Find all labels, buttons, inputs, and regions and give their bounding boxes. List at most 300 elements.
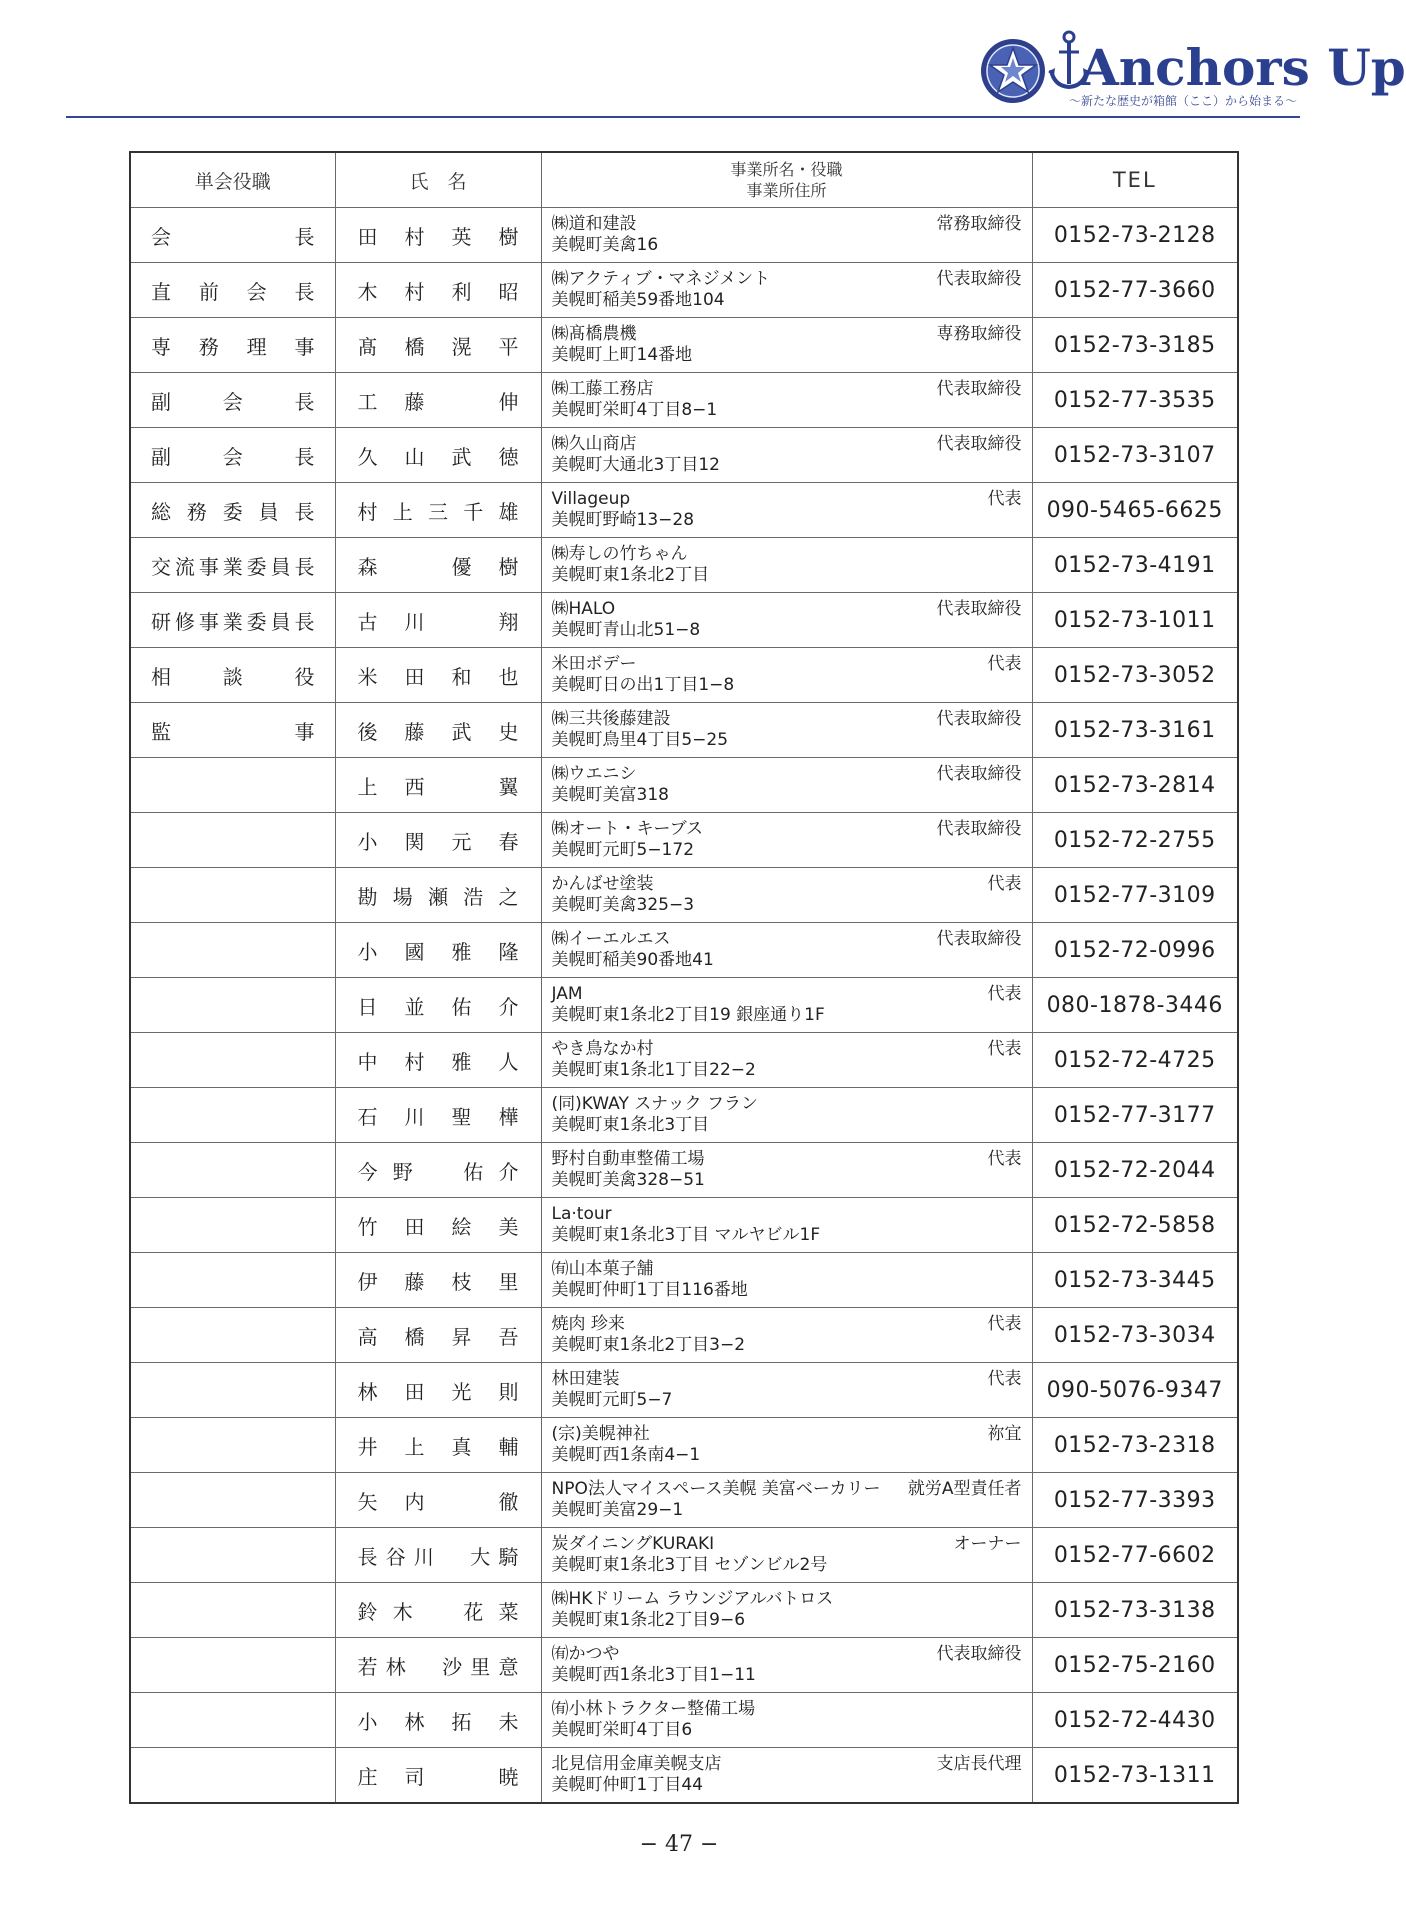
business-address: 美幌町日の出1丁目1−8 [551, 675, 735, 695]
table-row [130, 1748, 1238, 1804]
business-cell [541, 1253, 1032, 1308]
logo-title: Anchors Up [1080, 38, 1406, 97]
member-name: 米田和也 [357, 664, 519, 689]
business-address: 美幌町美富318 [551, 785, 669, 805]
business-cell [541, 373, 1032, 428]
tel-cell: 0152-72-5858 [1032, 1198, 1238, 1253]
role-cell [130, 703, 335, 758]
tel-cell: 0152-77-3393 [1032, 1473, 1238, 1528]
business-line [552, 1204, 1022, 1225]
company-name: (宗)美幌神社 [551, 1424, 650, 1444]
role-text: 交流事業委員長 [151, 554, 315, 579]
table-row [130, 648, 1238, 703]
business-cell [541, 483, 1032, 538]
header-business-line2: 事業所住所 [746, 181, 827, 200]
role-cell [130, 593, 335, 648]
role-cell [130, 373, 335, 428]
job-title: 代表 [987, 874, 1022, 894]
business-address: 美幌町東1条北2丁目9−6 [551, 1610, 746, 1630]
role-cell [130, 1198, 335, 1253]
page-number: − 47 − [639, 1832, 719, 1857]
company-name: ㈱ウエニシ [551, 764, 637, 784]
role-cell [130, 263, 335, 318]
table-row [130, 758, 1238, 813]
business-line [552, 1534, 1022, 1555]
business-line [552, 929, 1022, 950]
business-address: 美幌町西1条北3丁目1−11 [551, 1665, 756, 1685]
company-name: ㈱髙橋農機 [551, 324, 637, 344]
business-cell [541, 1308, 1032, 1363]
business-address: 美幌町東1条北3丁目 [551, 1115, 710, 1135]
business-line [552, 1259, 1022, 1280]
member-name: 長谷川 大騎 [357, 1544, 519, 1569]
job-title: 祢宜 [987, 1424, 1022, 1444]
business-line [552, 1644, 1022, 1665]
role-cell [130, 1473, 335, 1528]
business-cell [541, 1088, 1032, 1143]
business-line [552, 324, 1022, 345]
business-cell [541, 593, 1032, 648]
table-row [130, 208, 1238, 263]
business-line [552, 379, 1022, 400]
business-line [552, 544, 1022, 565]
page-header [0, 0, 1406, 120]
table-row [130, 318, 1238, 373]
tel-cell: 0152-72-2755 [1032, 813, 1238, 868]
job-title: 代表 [987, 1149, 1022, 1169]
name-cell [335, 593, 541, 648]
company-name: 焼肉 珍来 [551, 1314, 625, 1334]
tel-cell: 0152-73-2128 [1032, 208, 1238, 263]
role-cell [130, 1528, 335, 1583]
business-cell [541, 1363, 1032, 1418]
tel-cell: 0152-72-4430 [1032, 1693, 1238, 1748]
header-name: 氏 名 [335, 152, 541, 208]
business-address: 美幌町鳥里4丁目5−25 [551, 730, 729, 750]
tel-cell: 0152-77-6602 [1032, 1528, 1238, 1583]
business-cell [541, 1418, 1032, 1473]
name-cell [335, 1308, 541, 1363]
job-title: 就労A型責任者 [907, 1479, 1022, 1499]
business-address: 美幌町東1条北2丁目 [551, 565, 710, 585]
business-address: 美幌町野崎13−28 [551, 510, 695, 530]
business-address: 美幌町東1条北3丁目 セゾンビル2号 [551, 1555, 828, 1575]
table-row [130, 1198, 1238, 1253]
tel-cell: 0152-73-4191 [1032, 538, 1238, 593]
name-cell [335, 1088, 541, 1143]
job-title: 代表取締役 [936, 434, 1022, 454]
table-row [130, 1638, 1238, 1693]
company-name: かんばせ塗装 [551, 874, 654, 894]
job-title [1014, 1204, 1022, 1225]
member-name: 古川 翔 [357, 609, 519, 634]
business-cell [541, 1638, 1032, 1693]
company-name: ㈲山本菓子舗 [551, 1259, 654, 1279]
job-title: 代表取締役 [936, 269, 1022, 289]
table-row [130, 593, 1238, 648]
table-row [130, 868, 1238, 923]
company-name: ㈱オート・キーブス [551, 819, 703, 839]
job-title: 代表 [987, 984, 1022, 1004]
company-name: やき鳥なか村 [551, 1039, 654, 1059]
business-cell [541, 1693, 1032, 1748]
business-address: 美幌町稲美59番地104 [551, 290, 725, 310]
name-cell [335, 758, 541, 813]
job-title: 代表 [987, 654, 1022, 674]
member-name: 井上真輔 [357, 1434, 519, 1459]
role-cell [130, 648, 335, 703]
member-name: 久山武徳 [357, 444, 519, 469]
table-body [130, 208, 1238, 1804]
company-name: ㈱久山商店 [551, 434, 637, 454]
name-cell [335, 1748, 541, 1804]
member-table-container [129, 151, 1237, 1804]
member-name: 木村利昭 [357, 279, 519, 304]
role-cell [130, 1748, 335, 1804]
member-name: 小林拓未 [357, 1709, 519, 1734]
table-row [130, 1308, 1238, 1363]
role-cell [130, 758, 335, 813]
member-name: 竹田絵美 [357, 1214, 519, 1239]
business-cell [541, 538, 1032, 593]
tel-cell: 0152-72-2044 [1032, 1143, 1238, 1198]
role-cell [130, 318, 335, 373]
job-title: 支店長代理 [936, 1754, 1022, 1774]
company-name: ㈱三共後藤建設 [551, 709, 671, 729]
business-address: 美幌町東1条北2丁目19 銀座通り1F [551, 1005, 825, 1025]
job-title: 代表取締役 [936, 379, 1022, 399]
role-cell [130, 1033, 335, 1088]
business-line [552, 1589, 1022, 1610]
business-line [552, 654, 1022, 675]
business-cell [541, 263, 1032, 318]
name-cell [335, 648, 541, 703]
job-title: 常務取締役 [936, 214, 1022, 234]
role-text: 副会長 [151, 444, 315, 469]
tel-cell: 0152-77-3177 [1032, 1088, 1238, 1143]
job-title: 代表取締役 [936, 709, 1022, 729]
member-name: 髙橋滉平 [357, 334, 519, 359]
role-cell [130, 1583, 335, 1638]
name-cell [335, 1638, 541, 1693]
member-name: 石川聖樺 [357, 1104, 519, 1129]
business-line [552, 1094, 1022, 1115]
role-cell [130, 923, 335, 978]
business-cell [541, 868, 1032, 923]
table-row [130, 1418, 1238, 1473]
business-line [552, 214, 1022, 235]
business-address: 美幌町元町5−172 [551, 840, 695, 860]
table-row [130, 373, 1238, 428]
tel-cell: 0152-73-3034 [1032, 1308, 1238, 1363]
business-cell [541, 978, 1032, 1033]
job-title [1014, 1699, 1022, 1720]
role-cell [130, 483, 335, 538]
member-name: 伊藤枝里 [357, 1269, 519, 1294]
tel-cell: 0152-73-2318 [1032, 1418, 1238, 1473]
name-cell [335, 1363, 541, 1418]
name-cell [335, 428, 541, 483]
role-cell [130, 1638, 335, 1693]
tel-cell: 0152-73-3107 [1032, 428, 1238, 483]
job-title [1014, 1589, 1022, 1610]
job-title [1014, 544, 1022, 565]
business-cell [541, 428, 1032, 483]
table-row [130, 1143, 1238, 1198]
name-cell [335, 1033, 541, 1088]
tel-cell: 0152-73-3161 [1032, 703, 1238, 758]
tel-cell: 0152-73-2814 [1032, 758, 1238, 813]
business-line [552, 1424, 1022, 1445]
business-line [552, 1699, 1022, 1720]
business-address: 美幌町大通北3丁目12 [551, 455, 720, 475]
business-cell [541, 703, 1032, 758]
member-name: 若林 沙里意 [357, 1654, 519, 1679]
business-cell [541, 318, 1032, 373]
business-cell [541, 1583, 1032, 1638]
company-name: ㈱HALO [551, 599, 616, 619]
table-row [130, 428, 1238, 483]
business-line [552, 1754, 1022, 1775]
tel-cell: 0152-77-3660 [1032, 263, 1238, 318]
member-name: 後藤武史 [357, 719, 519, 744]
member-name: 日並佑介 [357, 994, 519, 1019]
business-address: 美幌町美禽325−3 [551, 895, 695, 915]
company-name: 野村自動車整備工場 [551, 1149, 705, 1169]
business-cell [541, 1033, 1032, 1088]
business-address: 美幌町東1条北1丁目22−2 [551, 1060, 756, 1080]
table-row [130, 483, 1238, 538]
business-address: 美幌町美禽328−51 [551, 1170, 705, 1190]
role-text: 会長 [151, 224, 315, 249]
role-cell [130, 1363, 335, 1418]
business-address: 美幌町稲美90番地41 [551, 950, 714, 970]
name-cell [335, 1143, 541, 1198]
business-address: 美幌町仲町1丁目44 [551, 1775, 703, 1795]
member-name: 林田光則 [357, 1379, 519, 1404]
role-text: 専務理事 [151, 334, 315, 359]
company-name: ㈱HKドリーム ラウンジアルバトロス [551, 1589, 834, 1609]
member-name: 中村雅人 [357, 1049, 519, 1074]
business-line [552, 1039, 1022, 1060]
business-address: 美幌町西1条南4−1 [551, 1445, 701, 1465]
role-text: 直前会長 [151, 279, 315, 304]
tel-cell: 090-5076-9347 [1032, 1363, 1238, 1418]
job-title: 代表 [987, 1314, 1022, 1334]
table-row [130, 1253, 1238, 1308]
company-name: ㈱工藤工務店 [551, 379, 654, 399]
table-row [130, 923, 1238, 978]
business-line [552, 1314, 1022, 1335]
role-text: 相談役 [151, 664, 315, 689]
business-cell [541, 648, 1032, 703]
member-name: 鈴木 花菜 [357, 1599, 519, 1624]
job-title: オーナー [953, 1534, 1022, 1554]
role-cell [130, 1308, 335, 1363]
business-line [552, 764, 1022, 785]
member-name: 工藤 伸 [357, 389, 519, 414]
name-cell [335, 483, 541, 538]
seal-logo-icon [980, 38, 1046, 104]
table-row [130, 1473, 1238, 1528]
company-name: ㈱道和建設 [551, 214, 637, 234]
company-name: ㈱寿しの竹ちゃん [551, 544, 688, 564]
company-name: Villageup [551, 489, 631, 509]
business-cell [541, 1748, 1032, 1804]
tel-cell: 0152-75-2160 [1032, 1638, 1238, 1693]
company-name: NPO法人マイスペース美幌 美富ベーカリー [551, 1479, 881, 1499]
company-name: 炭ダイニングKURAKI [551, 1534, 715, 1554]
role-text: 総務委員長 [151, 499, 315, 524]
role-cell [130, 1088, 335, 1143]
role-text: 副会長 [151, 389, 315, 414]
role-cell [130, 1418, 335, 1473]
name-cell [335, 1693, 541, 1748]
header-role: 単会役職 [130, 152, 335, 208]
name-cell [335, 1583, 541, 1638]
member-name: 上西 翼 [357, 774, 519, 799]
member-name: 田村英樹 [357, 224, 519, 249]
member-name: 村上三千雄 [357, 499, 519, 524]
job-title: 代表 [987, 1039, 1022, 1059]
business-line [552, 709, 1022, 730]
job-title: 代表取締役 [936, 1644, 1022, 1664]
business-address: 美幌町栄町4丁目6 [551, 1720, 693, 1740]
logo-subtitle: ～新たな歴史が箱館（ここ）から始まる～ [1068, 94, 1297, 108]
member-table [129, 151, 1239, 1804]
role-cell [130, 813, 335, 868]
member-name: 高橋昇吾 [357, 1324, 519, 1349]
business-address: 美幌町仲町1丁目116番地 [551, 1280, 748, 1300]
company-name: ㈲かつや [551, 1644, 620, 1664]
name-cell [335, 538, 541, 593]
tel-cell: 090-5465-6625 [1032, 483, 1238, 538]
name-cell [335, 318, 541, 373]
business-address: 美幌町美富29−1 [551, 1500, 684, 1520]
company-name: ㈲小林トラクター整備工場 [551, 1699, 756, 1719]
table-row [130, 1583, 1238, 1638]
name-cell [335, 1418, 541, 1473]
tel-cell: 080-1878-3446 [1032, 978, 1238, 1033]
tel-cell: 0152-77-3535 [1032, 373, 1238, 428]
business-line [552, 874, 1022, 895]
name-cell [335, 263, 541, 318]
member-name: 庄司 暁 [357, 1764, 519, 1789]
tel-cell: 0152-73-3052 [1032, 648, 1238, 703]
business-address: 美幌町元町5−7 [551, 1390, 673, 1410]
job-title: 代表取締役 [936, 599, 1022, 619]
role-text: 研修事業委員長 [151, 609, 315, 634]
name-cell [335, 813, 541, 868]
job-title [1014, 1094, 1022, 1115]
job-title: 代表取締役 [936, 929, 1022, 949]
name-cell [335, 1528, 541, 1583]
role-text: 監事 [151, 719, 315, 744]
tel-cell: 0152-73-3138 [1032, 1583, 1238, 1638]
business-line [552, 1149, 1022, 1170]
business-cell [541, 813, 1032, 868]
role-cell [130, 428, 335, 483]
name-cell [335, 978, 541, 1033]
business-address: 美幌町栄町4丁目8−1 [551, 400, 718, 420]
business-line [552, 984, 1022, 1005]
company-name: 米田ボデー [551, 654, 637, 674]
name-cell [335, 1473, 541, 1528]
business-address: 美幌町上町14番地 [551, 345, 693, 365]
table-row [130, 1693, 1238, 1748]
header-business-line1: 事業所名・役職 [730, 160, 843, 179]
role-cell [130, 538, 335, 593]
table-header-row [130, 152, 1238, 208]
table-row [130, 263, 1238, 318]
company-name: (同)KWAY スナック フラン [551, 1094, 759, 1114]
company-name: JAM [551, 984, 583, 1004]
name-cell [335, 208, 541, 263]
member-name: 今野 佑介 [357, 1159, 519, 1184]
job-title [1014, 1259, 1022, 1280]
business-line [552, 434, 1022, 455]
company-name: 北見信用金庫美幌支店 [551, 1754, 722, 1774]
name-cell [335, 373, 541, 428]
business-address: 美幌町東1条北3丁目 マルヤビル1F [551, 1225, 821, 1245]
tel-cell: 0152-73-3185 [1032, 318, 1238, 373]
table-row [130, 1033, 1238, 1088]
tel-cell: 0152-73-1011 [1032, 593, 1238, 648]
job-title: 代表取締役 [936, 764, 1022, 784]
company-name: ㈱アクティブ・マネジメント [551, 269, 771, 289]
role-cell [130, 1143, 335, 1198]
role-cell [130, 978, 335, 1033]
member-name: 勘場瀬浩之 [357, 884, 519, 909]
header-business [541, 152, 1032, 208]
business-line [552, 269, 1022, 290]
name-cell [335, 868, 541, 923]
tel-cell: 0152-73-3445 [1032, 1253, 1238, 1308]
tel-cell: 0152-73-1311 [1032, 1748, 1238, 1804]
header-tel: TEL [1032, 152, 1238, 208]
job-title: 代表 [987, 489, 1022, 509]
table-row [130, 703, 1238, 758]
business-cell [541, 1473, 1032, 1528]
business-cell [541, 923, 1032, 978]
role-cell [130, 1693, 335, 1748]
company-name: 林田建装 [551, 1369, 620, 1389]
name-cell [335, 1253, 541, 1308]
member-name: 森 優樹 [357, 554, 519, 579]
table-row [130, 538, 1238, 593]
name-cell [335, 703, 541, 758]
name-cell [335, 923, 541, 978]
table-row [130, 813, 1238, 868]
business-line [552, 599, 1022, 620]
name-cell [335, 1198, 541, 1253]
business-cell [541, 1198, 1032, 1253]
role-cell [130, 208, 335, 263]
tel-cell: 0152-77-3109 [1032, 868, 1238, 923]
table-row [130, 1528, 1238, 1583]
job-title: 代表取締役 [936, 819, 1022, 839]
table-row [130, 978, 1238, 1033]
company-name: ㈱イーエルエス [551, 929, 671, 949]
business-cell [541, 758, 1032, 813]
business-cell [541, 1528, 1032, 1583]
role-cell [130, 868, 335, 923]
business-line [552, 489, 1022, 510]
business-address: 美幌町美禽16 [551, 235, 659, 255]
business-address: 美幌町青山北51−8 [551, 620, 701, 640]
role-cell [130, 1253, 335, 1308]
member-name: 矢内 徹 [357, 1489, 519, 1514]
